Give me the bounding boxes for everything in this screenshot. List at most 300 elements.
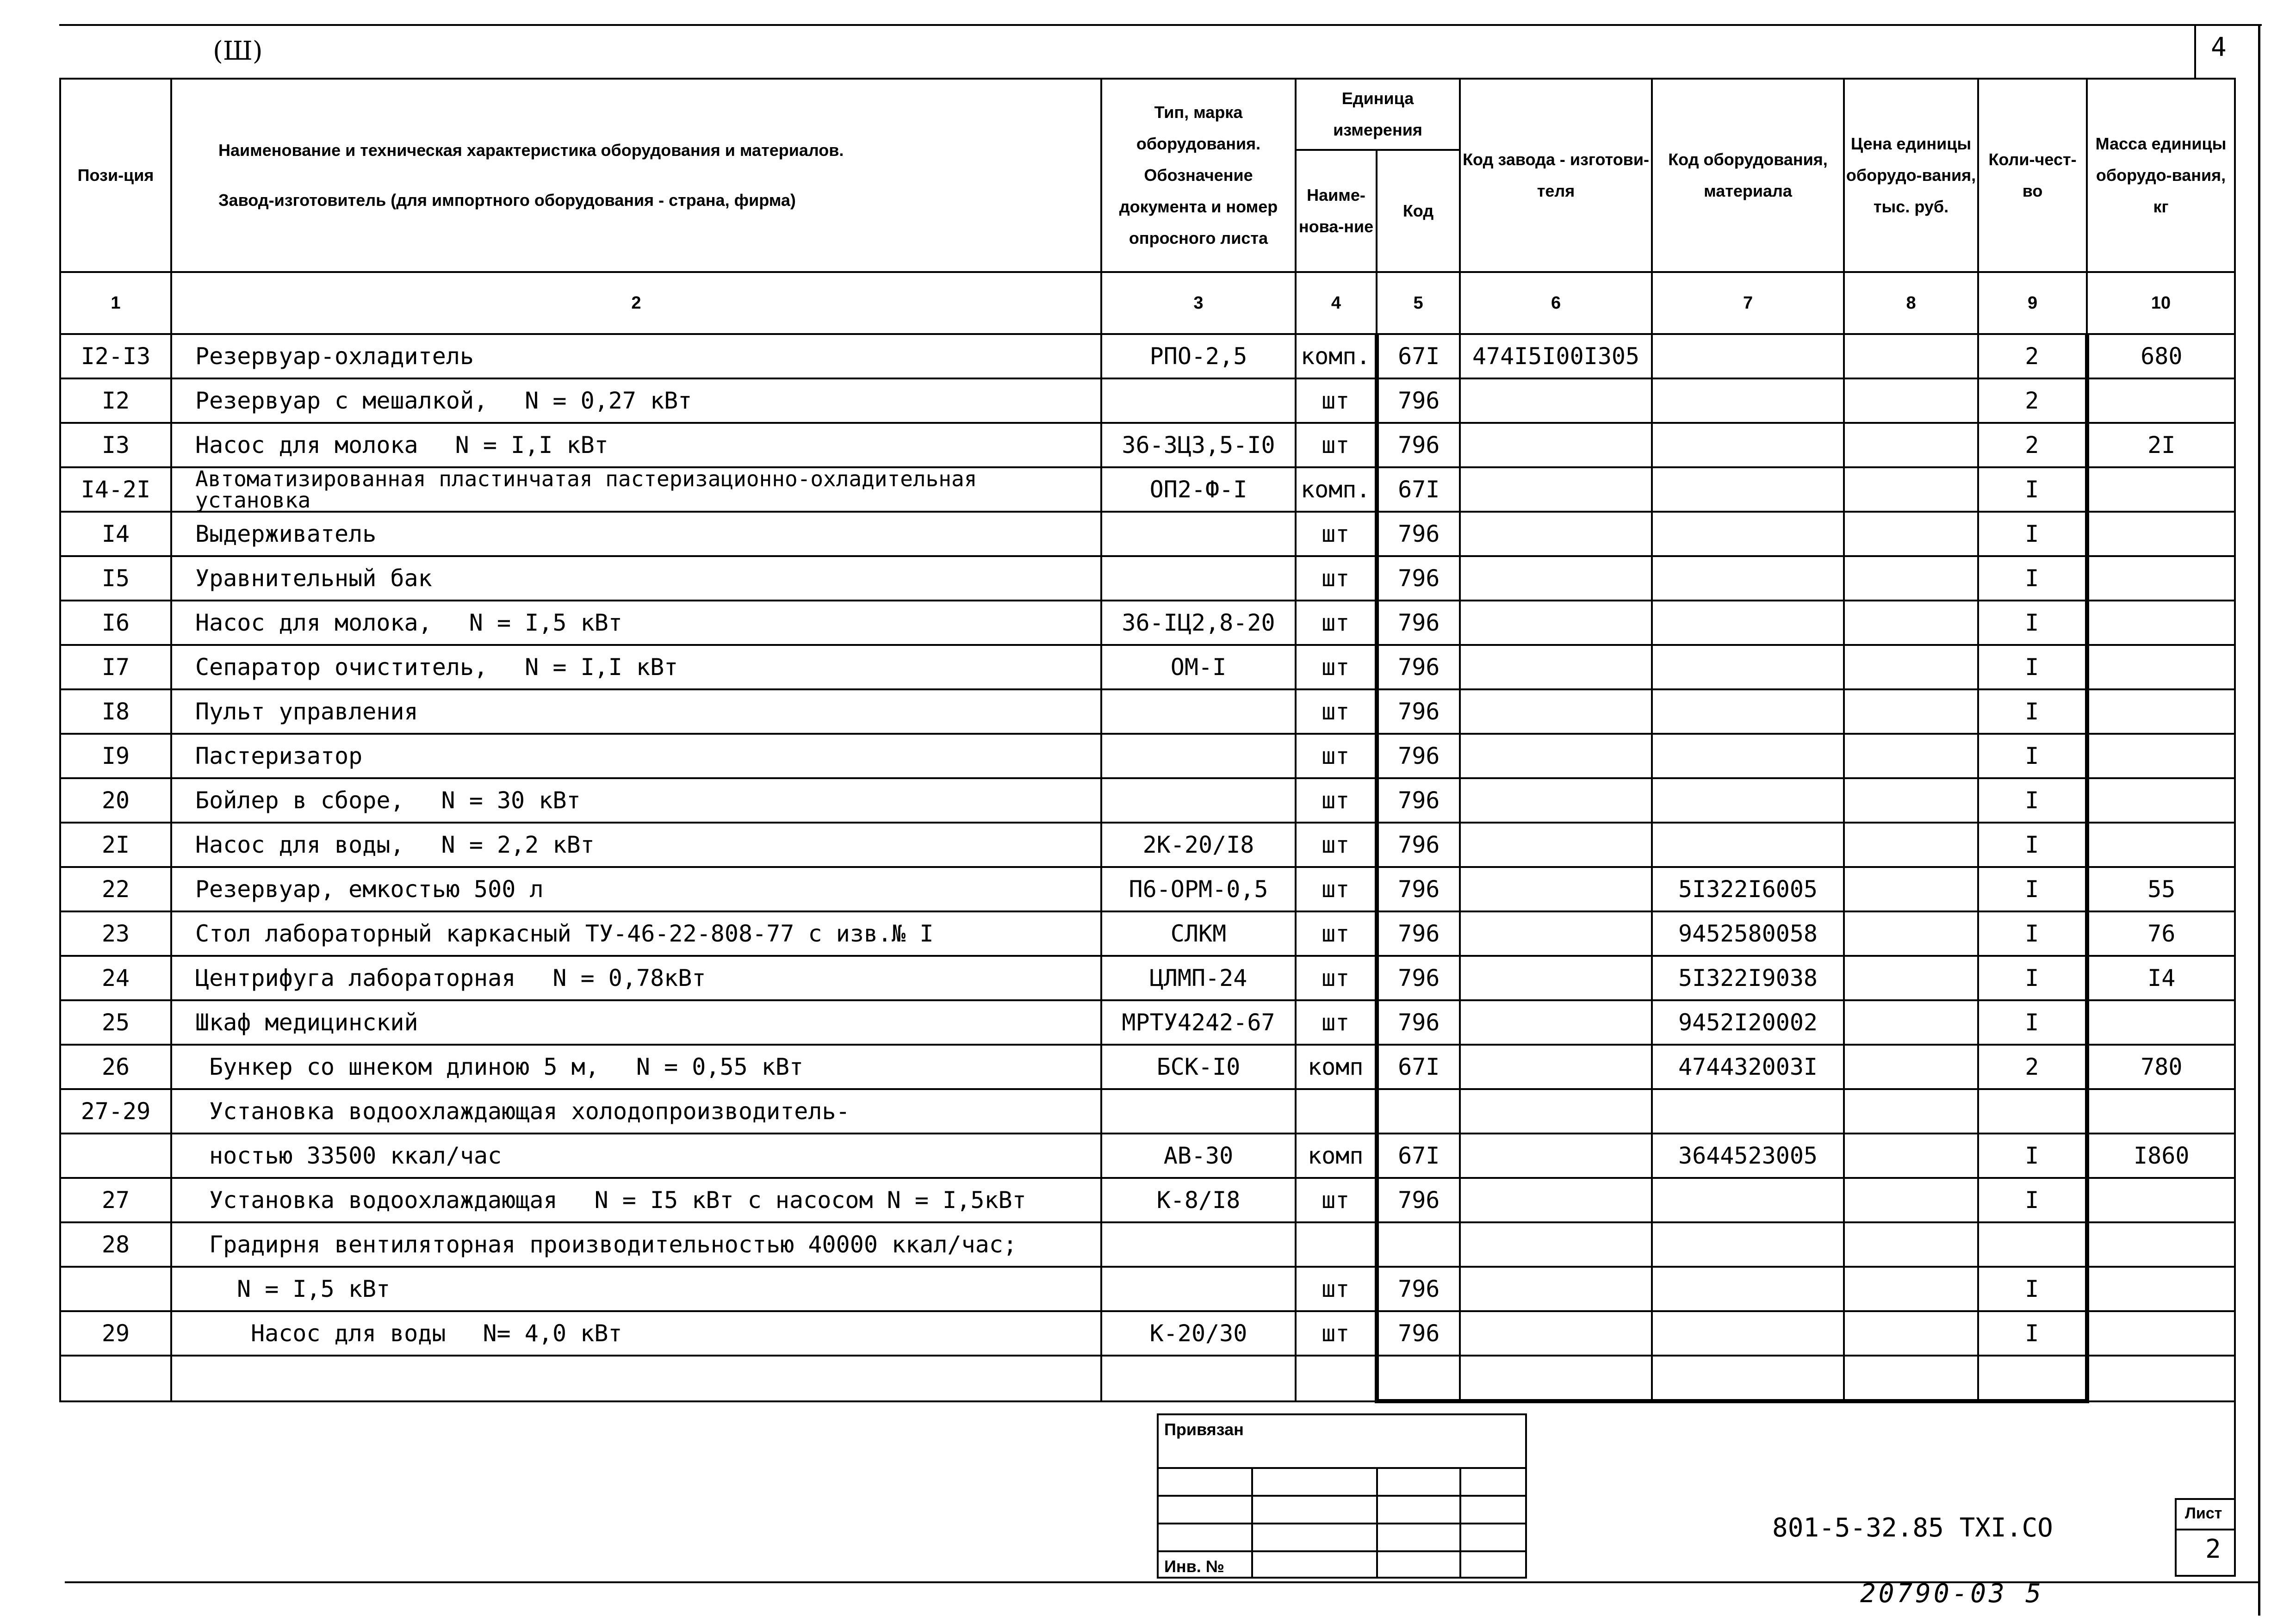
- cell-plant-code: [1460, 1267, 1652, 1311]
- item-name: Пастеризатор: [195, 743, 363, 769]
- cell-name: [171, 467, 1101, 512]
- cell-plant-code: [1460, 1045, 1652, 1089]
- cell-qty: I: [1978, 1267, 2087, 1311]
- cell-name: [171, 1178, 1101, 1222]
- cell-mass: [2087, 1267, 2235, 1311]
- cell-name: [171, 334, 1101, 378]
- stamp-vline: [1459, 1467, 1461, 1579]
- cell-plant-code: [1460, 645, 1652, 689]
- item-power: N = I5 кВт с насосом N = I,5кВт: [594, 1187, 1026, 1214]
- cell-equip-code: [1652, 645, 1844, 689]
- item-name: Бойлер в сборе,: [195, 787, 404, 814]
- cell-unit-code: 796: [1377, 645, 1460, 689]
- cell-equip-code: [1652, 734, 1844, 778]
- sheet-number: 2: [2205, 1534, 2221, 1564]
- cell-unit-name: шт: [1296, 823, 1377, 867]
- cell-position: I9: [60, 734, 171, 778]
- table-row: [60, 512, 2235, 556]
- cell-price: [1844, 334, 1978, 378]
- cell-type: [1101, 512, 1296, 556]
- item-name: Уравнительный бак: [195, 565, 432, 592]
- header-plant-code: Код завода - изготови-теля: [1460, 79, 1652, 272]
- cell-price: [1844, 645, 1978, 689]
- cell-mass: [2087, 734, 2235, 778]
- cell-name: [171, 823, 1101, 867]
- cell-equip-code: [1652, 689, 1844, 734]
- cell-qty: 2: [1978, 1045, 2087, 1089]
- cell-mass: I860: [2087, 1134, 2235, 1178]
- column-number: 7: [1652, 272, 1844, 334]
- cell-plant-code: [1460, 423, 1652, 467]
- table-row: [60, 867, 2235, 911]
- cell-position: 29: [60, 1311, 171, 1356]
- cell-plant-code: [1460, 867, 1652, 911]
- item-power: N = I,5 кВт: [469, 609, 622, 636]
- table-row: [60, 1267, 2235, 1311]
- cell-name: [171, 1000, 1101, 1045]
- cell-plant-code: [1460, 1178, 1652, 1222]
- cell-position: 20: [60, 778, 171, 823]
- cell-mass: I4: [2087, 956, 2235, 1000]
- cell-unit-name: комп.: [1296, 467, 1377, 512]
- cell-price: [1844, 734, 1978, 778]
- cell-type: ОМ-I: [1101, 645, 1296, 689]
- cell-qty: I: [1978, 1311, 2087, 1356]
- cell-name: [171, 423, 1101, 467]
- cell-position: 24: [60, 956, 171, 1000]
- cell-unit-code: 796: [1377, 689, 1460, 734]
- cell-price: [1844, 823, 1978, 867]
- cell-plant-code: [1460, 556, 1652, 601]
- cell-unit-code: 796: [1377, 823, 1460, 867]
- sheet-label: Лист: [2185, 1505, 2222, 1522]
- cell-type: СЛКМ: [1101, 911, 1296, 956]
- cell-type: БСК-I0: [1101, 1045, 1296, 1089]
- cell-qty: 2: [1978, 423, 2087, 467]
- table-row: [60, 1000, 2235, 1045]
- stamp-vline: [1251, 1467, 1253, 1579]
- cell-price: [1844, 1356, 1978, 1401]
- cell-position: 27: [60, 1178, 171, 1222]
- cell-type: 36-3Ц3,5-I0: [1101, 423, 1296, 467]
- cell-price: [1844, 911, 1978, 956]
- cell-mass: [2087, 1356, 2235, 1401]
- cell-qty: I: [1978, 1000, 2087, 1045]
- cell-equip-code: [1652, 334, 1844, 378]
- cell-position: 23: [60, 911, 171, 956]
- cell-equip-code: [1652, 1178, 1844, 1222]
- table-row: [60, 556, 2235, 601]
- archive-number: 20790-03 5: [1860, 1579, 2044, 1609]
- title-block: [1157, 1413, 1527, 1579]
- cell-name: [171, 1356, 1101, 1401]
- item-name: Резервуар-охладитель: [195, 343, 474, 370]
- cell-mass: [2087, 467, 2235, 512]
- table-row: [60, 778, 2235, 823]
- cell-name: [171, 778, 1101, 823]
- cell-unit-code: 796: [1377, 956, 1460, 1000]
- cell-plant-code: [1460, 512, 1652, 556]
- cell-position: 2I: [60, 823, 171, 867]
- cell-unit-code: 796: [1377, 512, 1460, 556]
- cell-plant-code: [1460, 601, 1652, 645]
- frame-top-line: [59, 24, 2262, 26]
- column-number: 8: [1844, 272, 1978, 334]
- cell-mass: [2087, 1000, 2235, 1045]
- part-number: (Ш): [213, 36, 263, 66]
- cell-mass: [2087, 778, 2235, 823]
- item-name: Выдерживатель: [195, 520, 377, 547]
- cell-position: 25: [60, 1000, 171, 1045]
- stamp-hline: [1159, 1550, 1527, 1552]
- cell-equip-code: [1652, 1311, 1844, 1356]
- cell-unit-name: [1296, 1222, 1377, 1267]
- cell-unit-code: 796: [1377, 911, 1460, 956]
- cell-price: [1844, 1178, 1978, 1222]
- cell-price: [1844, 1222, 1978, 1267]
- table-row: [60, 1222, 2235, 1267]
- stamp-hline: [1159, 1467, 1527, 1469]
- cell-plant-code: [1460, 956, 1652, 1000]
- bound-label: Привязан: [1164, 1420, 1244, 1439]
- item-name: Насос для воды,: [195, 831, 404, 858]
- cell-mass: [2087, 1311, 2235, 1356]
- cell-equip-code: 5I322I9038: [1652, 956, 1844, 1000]
- cell-unit-code: [1377, 1222, 1460, 1267]
- inv-label: Инв. №: [1164, 1557, 1224, 1576]
- cell-mass: [2087, 1222, 2235, 1267]
- header-qty: Коли-чест-во: [1978, 79, 2087, 272]
- cell-type: [1101, 778, 1296, 823]
- cell-qty: I: [1978, 467, 2087, 512]
- item-power: N= 4,0 кВт: [483, 1320, 622, 1347]
- cell-name: [171, 601, 1101, 645]
- cell-price: [1844, 956, 1978, 1000]
- cell-plant-code: [1460, 1134, 1652, 1178]
- cell-mass: 680: [2087, 334, 2235, 378]
- cell-equip-code: [1652, 778, 1844, 823]
- header-price: Цена единицы оборудо-вания, тыс. руб.: [1844, 79, 1978, 272]
- column-number: 9: [1978, 272, 2087, 334]
- cell-position: 27-29: [60, 1089, 171, 1134]
- table-row: [60, 1178, 2235, 1222]
- cell-name: [171, 911, 1101, 956]
- cell-equip-code: 5I322I6005: [1652, 867, 1844, 911]
- cell-unit-code: [1377, 1089, 1460, 1134]
- cell-price: [1844, 778, 1978, 823]
- cell-unit-code: [1377, 1356, 1460, 1401]
- cell-price: [1844, 689, 1978, 734]
- cell-price: [1844, 867, 1978, 911]
- item-power: N = 0,27 кВт: [525, 387, 692, 414]
- cell-qty: I: [1978, 734, 2087, 778]
- cell-unit-name: шт: [1296, 378, 1377, 423]
- table-row: [60, 689, 2235, 734]
- item-name: Насос для молока: [195, 432, 418, 458]
- cell-position: I4: [60, 512, 171, 556]
- column-number: 3: [1101, 272, 1296, 334]
- cell-unit-name: [1296, 1356, 1377, 1401]
- cell-plant-code: [1460, 378, 1652, 423]
- header-name-line1: Наименование и техническая характеристика оборудования и материалов.: [218, 141, 844, 160]
- item-name: Резервуар, емкостью 500 л: [195, 876, 544, 903]
- cell-qty: 2: [1978, 378, 2087, 423]
- cell-unit-name: шт: [1296, 556, 1377, 601]
- cell-position: 26: [60, 1045, 171, 1089]
- header-unit-group: Единица измерения: [1296, 79, 1460, 150]
- cell-price: [1844, 1089, 1978, 1134]
- cell-unit-code: 67I: [1377, 1045, 1460, 1089]
- cell-qty: I: [1978, 778, 2087, 823]
- cell-name: [171, 1045, 1101, 1089]
- item-name: Резервуар с мешалкой,: [195, 387, 488, 414]
- cell-price: [1844, 601, 1978, 645]
- cell-unit-name: комп: [1296, 1045, 1377, 1089]
- column-number: 6: [1460, 272, 1652, 334]
- table-row: [60, 911, 2235, 956]
- table-row: [60, 467, 2235, 512]
- item-name: Стол лабораторный каркасный ТУ-46-22-808-77 с изв.№ I: [195, 920, 934, 947]
- cell-unit-name: комп: [1296, 1134, 1377, 1178]
- cell-type: ЦЛМП-24: [1101, 956, 1296, 1000]
- cell-qty: I: [1978, 556, 2087, 601]
- cell-equip-code: 474432003I: [1652, 1045, 1844, 1089]
- cell-name: [171, 1267, 1101, 1311]
- cell-name: [171, 1089, 1101, 1134]
- cell-qty: I: [1978, 512, 2087, 556]
- cell-unit-name: шт: [1296, 1267, 1377, 1311]
- cell-price: [1844, 1267, 1978, 1311]
- table-row: [60, 734, 2235, 778]
- cell-unit-code: 796: [1377, 1000, 1460, 1045]
- table-row: [60, 378, 2235, 423]
- cell-unit-name: шт: [1296, 512, 1377, 556]
- cell-name: [171, 867, 1101, 911]
- cell-unit-code: 796: [1377, 867, 1460, 911]
- header-mass: Масса единицы оборудо-вания, кг: [2087, 79, 2235, 272]
- item-power: N = I,I кВт: [455, 432, 608, 458]
- cell-type: [1101, 1089, 1296, 1134]
- cell-name: [171, 956, 1101, 1000]
- cell-qty: I: [1978, 1178, 2087, 1222]
- cell-mass: [2087, 512, 2235, 556]
- cell-unit-name: шт: [1296, 1178, 1377, 1222]
- cell-plant-code: [1460, 1311, 1652, 1356]
- cell-unit-code: 67I: [1377, 334, 1460, 378]
- cell-qty: I: [1978, 956, 2087, 1000]
- item-name: Центрифуга лабораторная: [195, 965, 516, 991]
- header-unit-code: Код: [1377, 150, 1460, 272]
- cell-unit-name: шт: [1296, 911, 1377, 956]
- cell-plant-code: [1460, 689, 1652, 734]
- cell-type: АВ-30: [1101, 1134, 1296, 1178]
- sheet-divider: [2177, 1529, 2236, 1530]
- table-row: [60, 956, 2235, 1000]
- stamp-hline: [1159, 1495, 1527, 1497]
- cell-plant-code: [1460, 1089, 1652, 1134]
- header-equip-code: Код оборудования, материала: [1652, 79, 1844, 272]
- table-row: [60, 823, 2235, 867]
- cell-qty: I: [1978, 911, 2087, 956]
- cell-equip-code: 3644523005: [1652, 1134, 1844, 1178]
- cell-price: [1844, 1000, 1978, 1045]
- cell-unit-name: шт: [1296, 1311, 1377, 1356]
- document-number: 801-5-32.85 TXI.CO: [1772, 1513, 2053, 1543]
- stamp-vline: [1376, 1467, 1378, 1579]
- cell-unit-code: 796: [1377, 734, 1460, 778]
- cell-mass: [2087, 378, 2235, 423]
- cell-equip-code: [1652, 1222, 1844, 1267]
- table-row: [60, 1311, 2235, 1356]
- cell-name: [171, 1311, 1101, 1356]
- cell-unit-name: шт: [1296, 734, 1377, 778]
- cell-qty: I: [1978, 601, 2087, 645]
- cell-price: [1844, 1045, 1978, 1089]
- cell-unit-code: 67I: [1377, 467, 1460, 512]
- cell-type: [1101, 734, 1296, 778]
- cell-unit-code: 796: [1377, 1311, 1460, 1356]
- cell-unit-name: шт: [1296, 689, 1377, 734]
- cell-name: [171, 512, 1101, 556]
- cell-type: К-8/I8: [1101, 1178, 1296, 1222]
- cell-qty: [1978, 1222, 2087, 1267]
- item-name: Автоматизированная пластинчатая пастеризационно-охладительная установка: [195, 466, 977, 513]
- cell-type: [1101, 1356, 1296, 1401]
- cell-position: I2: [60, 378, 171, 423]
- cell-price: [1844, 1311, 1978, 1356]
- cell-qty: I: [1978, 823, 2087, 867]
- equipment-table: [59, 78, 2236, 1403]
- cell-type: 36-IЦ2,8-20: [1101, 601, 1296, 645]
- cell-type: [1101, 1222, 1296, 1267]
- cell-price: [1844, 1134, 1978, 1178]
- cell-mass: 780: [2087, 1045, 2235, 1089]
- column-number: 1: [60, 272, 171, 334]
- cell-plant-code: 474I5I00I305: [1460, 334, 1652, 378]
- column-number: 5: [1377, 272, 1460, 334]
- cell-equip-code: [1652, 1356, 1844, 1401]
- cell-equip-code: [1652, 467, 1844, 512]
- item-power: N = 2,2 кВт: [441, 831, 595, 858]
- cell-qty: [1978, 1089, 2087, 1134]
- item-name: Пульт управления: [195, 698, 418, 725]
- item-name: Шкаф медицинский: [195, 1009, 418, 1036]
- cell-equip-code: [1652, 423, 1844, 467]
- item-power: N = 0,78кВт: [552, 965, 706, 991]
- item-power: N = 0,55 кВт: [636, 1053, 804, 1080]
- cell-position: I5: [60, 556, 171, 601]
- corner-box-left: [2194, 24, 2196, 78]
- cell-mass: [2087, 645, 2235, 689]
- item-power: N = I,5 кВт: [237, 1276, 391, 1302]
- cell-plant-code: [1460, 778, 1652, 823]
- cell-qty: [1978, 1356, 2087, 1401]
- cell-type: П6-ОРМ-0,5: [1101, 867, 1296, 911]
- cell-position: [60, 1267, 171, 1311]
- column-number: 10: [2087, 272, 2235, 334]
- cell-mass: [2087, 1089, 2235, 1134]
- cell-position: I4-2I: [60, 467, 171, 512]
- cell-mass: [2087, 1178, 2235, 1222]
- cell-qty: 2: [1978, 334, 2087, 378]
- cell-type: ОП2-Ф-I: [1101, 467, 1296, 512]
- cell-position: I8: [60, 689, 171, 734]
- cell-unit-name: шт: [1296, 956, 1377, 1000]
- cell-unit-code: 796: [1377, 423, 1460, 467]
- item-name: ностью 33500 ккал/час: [209, 1142, 502, 1169]
- item-name: Градирня вентиляторная производительностью 40000 ккал/час;: [209, 1231, 1017, 1258]
- cell-plant-code: [1460, 467, 1652, 512]
- cell-mass: [2087, 823, 2235, 867]
- column-number: 4: [1296, 272, 1377, 334]
- cell-type: [1101, 556, 1296, 601]
- item-power: N = 30 кВт: [441, 787, 581, 814]
- cell-unit-code: 796: [1377, 1178, 1460, 1222]
- item-name: Насос для воды: [251, 1320, 446, 1347]
- cell-mass: [2087, 601, 2235, 645]
- cell-plant-code: [1460, 1222, 1652, 1267]
- cell-unit-name: шт: [1296, 601, 1377, 645]
- cell-unit-name: шт: [1296, 645, 1377, 689]
- item-name: Бункер со шнеком длиною 5 м,: [209, 1053, 599, 1080]
- cell-name: [171, 1222, 1101, 1267]
- table-row: [60, 334, 2235, 378]
- sheet-box: [2175, 1498, 2236, 1577]
- cell-type: 2К-20/I8: [1101, 823, 1296, 867]
- cell-type: МРТУ4242-67: [1101, 1000, 1296, 1045]
- cell-position: I3: [60, 423, 171, 467]
- cell-position: I6: [60, 601, 171, 645]
- table-row: [60, 1356, 2235, 1401]
- cell-qty: I: [1978, 645, 2087, 689]
- cell-equip-code: [1652, 601, 1844, 645]
- cell-price: [1844, 512, 1978, 556]
- cell-position: [60, 1134, 171, 1178]
- cell-unit-name: [1296, 1089, 1377, 1134]
- cell-unit-code: 67I: [1377, 1134, 1460, 1178]
- item-power: N = I,I кВт: [525, 654, 678, 681]
- cell-mass: 2I: [2087, 423, 2235, 467]
- cell-name: [171, 645, 1101, 689]
- page-corner-number: 4: [2211, 32, 2227, 62]
- item-name: Установка водоохлаждающая: [209, 1187, 558, 1214]
- cell-unit-name: шт: [1296, 867, 1377, 911]
- cell-plant-code: [1460, 911, 1652, 956]
- table-body: [60, 334, 2235, 1401]
- cell-unit-code: 796: [1377, 601, 1460, 645]
- table-row: [60, 1089, 2235, 1134]
- table-row: [60, 423, 2235, 467]
- cell-price: [1844, 556, 1978, 601]
- cell-plant-code: [1460, 1000, 1652, 1045]
- header-name: [171, 79, 1101, 272]
- cell-type: [1101, 689, 1296, 734]
- cell-plant-code: [1460, 1356, 1652, 1401]
- cell-qty: I: [1978, 1134, 2087, 1178]
- cell-type: РПО-2,5: [1101, 334, 1296, 378]
- cell-position: [60, 1356, 171, 1401]
- cell-name: [171, 734, 1101, 778]
- header-unit-name: Наиме-нова-ние: [1296, 150, 1377, 272]
- cell-price: [1844, 423, 1978, 467]
- table-row: [60, 645, 2235, 689]
- cell-type: [1101, 378, 1296, 423]
- cell-name: [171, 378, 1101, 423]
- cell-position: I2-I3: [60, 334, 171, 378]
- header-type: Тип, марка оборудования. Обозначение документа и номер опросного листа: [1101, 79, 1296, 272]
- cell-position: I7: [60, 645, 171, 689]
- cell-name: [171, 556, 1101, 601]
